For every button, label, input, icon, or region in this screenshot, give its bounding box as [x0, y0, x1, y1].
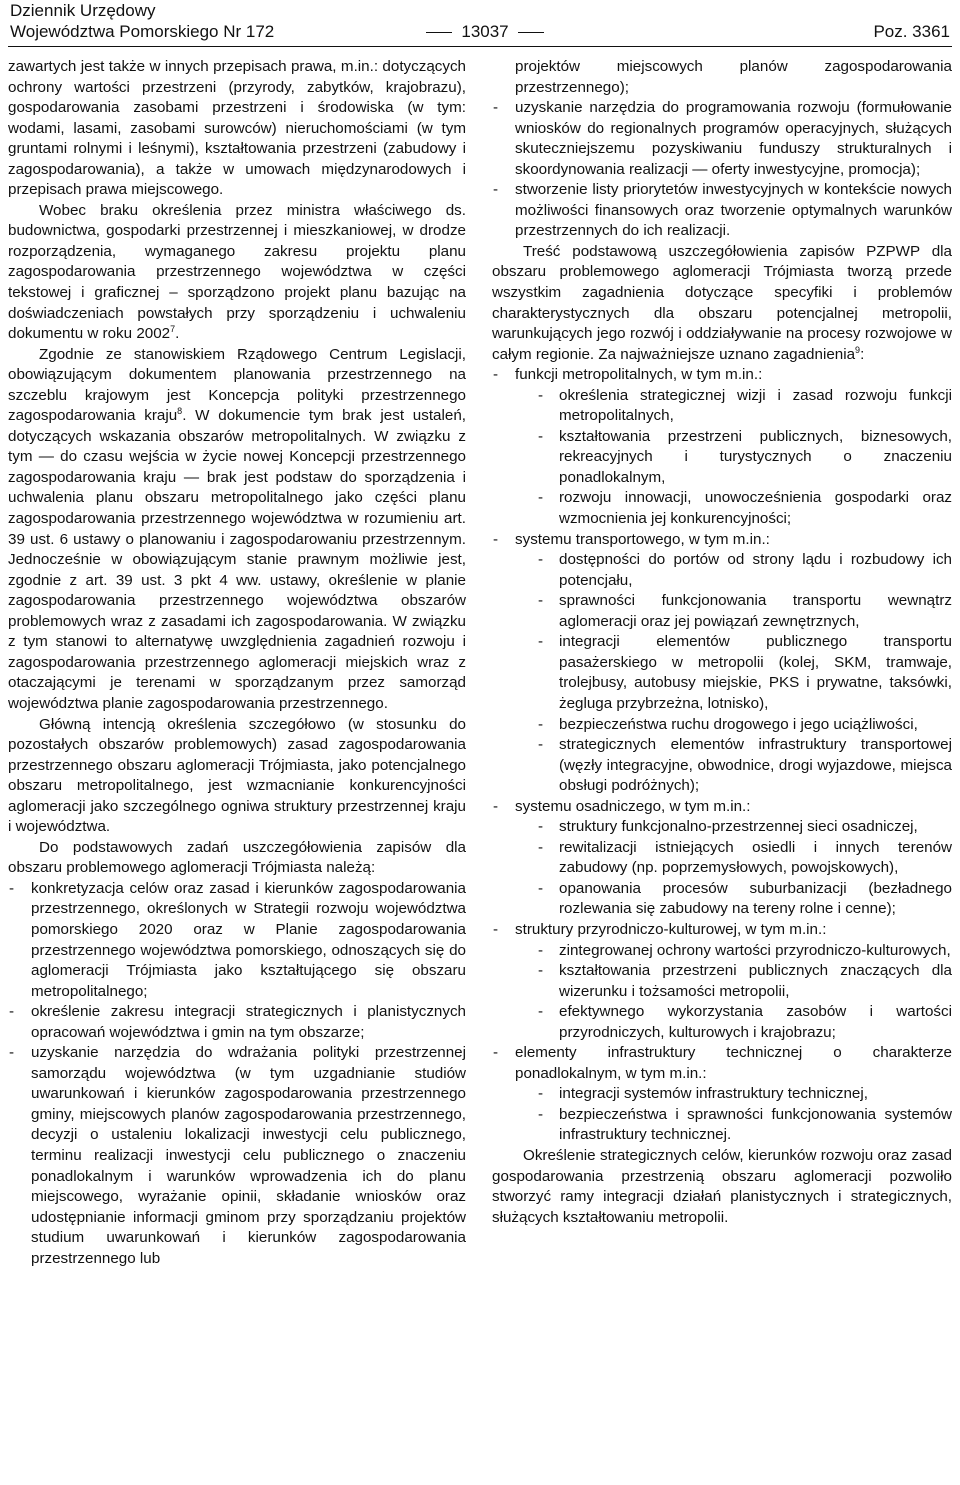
issue-item	[492, 920, 952, 1043]
list-item: - określenie zakresu integracji strategicznych i planistycznych opracowań województwa i gmin na tym obszarze;	[8, 1002, 466, 1043]
sub-item: - bezpieczeństwa i sprawności funkcjonowania systemów infrastruktury technicznej.	[515, 1105, 952, 1146]
sub-item: - kształtowania przestrzeni publicznych, biznesowych, rekreacyjnych i turystycznych o znaczeniu ponadlokalnym,	[515, 427, 952, 489]
issue-title: - struktury przyrodniczo-kulturowej, w tym m.in.:	[515, 920, 827, 938]
position-number: Poz. 3361	[873, 22, 950, 41]
sub-item: - integracji systemów infrastruktury technicznej,	[515, 1084, 952, 1105]
page-header	[0, 0, 960, 48]
list-item-continuation: projektów miejscowych planów zagospodarowania przestrzennego);	[515, 58, 952, 96]
journal-issue: Województwa Pomorskiego Nr 172	[10, 22, 275, 41]
sub-item: - struktury funkcjonalno-przestrzennej sieci osadniczej,	[515, 817, 952, 838]
sub-list	[515, 817, 952, 920]
sub-list	[515, 941, 952, 1044]
issues-list	[492, 365, 952, 1146]
paragraph-tasks-intro: Do podstawowych zadań uszczegółowienia zapisów dla obszaru problemowego aglomeracji Trójmiasta należą:	[8, 838, 466, 877]
sub-item: - kształtowania przestrzeni publicznych znaczących dla wizerunku i tożsamości metropolii,	[515, 961, 952, 1002]
paragraph-intention: Główną intencją określenia szczegółowo (w stosunku do pozostałych obszarów problemowych) zasad zagospodarowania przestrzennego obszaru aglomeracji Trójmiasta, jako potencjalnego obszaru metropolitalnego, jest wzmacnianie konkurencyjności aglomeracji jako szczególnego ogniwa struktury przestrzennej kraju i województwa.	[8, 715, 466, 836]
sub-item: - określenia strategicznej wizji i zasad rozwoju funkcji metropolitalnych,	[515, 386, 952, 427]
tasks-list	[8, 879, 466, 1269]
list-item: - uzyskanie narzędzia do programowania rozwoju (formułowanie wniosków do regionalnych programów operacyjnych, służących skuteczniejszemu pozyskiwaniu funduszy strukturalnych i skoordynowania realizacji — oferty inwestycyjne, promocja);	[492, 98, 952, 180]
sub-item: - rewitalizacji istniejących osiedli i innych terenów zabudowy (np. poprzemysłowych, powojskowych),	[515, 838, 952, 879]
paragraph-continuation: zawartych jest także w innych przepisach prawa, m.in.: dotyczących ochrony wartości przestrzeni (przyrody, zabytków, krajobrazu), gospodarowania zasobami przestrzeni i środowiska (w tym: wodami, lasami, zasobami surowców) nieruchomościami (w tym gruntami rolnymi i leśnymi), kształtowania przestrzeni (zabudowy i zagospodarowania), a także w umowach międzynarodowych i przepisach prawa miejscowego.	[8, 58, 466, 199]
page-number-value: 13037	[461, 22, 509, 41]
paragraph-rcl	[8, 345, 466, 715]
issue-title: - funkcji metropolitalnych, w tym m.in.:	[515, 366, 763, 384]
paragraph-text: Wobec braku określenia przez ministra właściwego ds. budownictwa, gospodarki przestrzennej i mieszkaniowej, w drodze rozporządzenia, wymaganego zakresu projektu planu zagospodarowania przestrzennego województwa w części tekstowej i graficznej – sporządzono projekt planu bazując na doświadczeniach powstałych przy sporządzeniu i uchwaleniu dokumentu w roku 2002	[8, 201, 466, 343]
issue-title: - systemu transportowego, w tym m.in.:	[515, 530, 770, 548]
left-column	[8, 57, 466, 1269]
right-column	[492, 57, 952, 1228]
issue-title: - systemu osadniczego, w tym m.in.:	[515, 797, 751, 815]
list-item: - uzyskanie narzędzia do wdrażania polityki przestrzennej samorządu województwa (w tym uzgadnianie studiów uwarunkowań i kierunków zagospodarowania przestrzennego gminy, miejscowych planów zagospodarowania przestrzennego, decyzji o ustaleniu lokalizacji inwestycji celu publicznego, terminu realizacji inwestycji celu publicznego o znaczeniu ponadlokalnym i warunków wprowadzenia ich do planu miejscowego, wyrażanie opinii, składanie wniosków oraz udostępnianie informacji gminom przy sporządzaniu projektów studium uwarunkowań i kierunków zagospodarowania przestrzennego lub	[8, 1043, 466, 1269]
issue-item	[492, 1043, 952, 1146]
paragraph-text: .	[175, 325, 180, 343]
paragraph-content	[492, 242, 952, 365]
paragraph-text: Treść podstawową uszczegółowienia zapisów PZPWP dla obszaru problemowego aglomeracji Trójmiasta tworzą przede wszystkim zagadnienia dotyczące specyfiki i problemów charakterystycznych dla obszaru potencjalnej metropolii, warunkujących jego rozwój i oddziaływanie na procesy rozwojowe w całym regionie. Za najważniejsze uznano zagadnienia	[492, 242, 952, 363]
footnote-ref: 7	[170, 324, 176, 335]
paragraph-final: Określenie strategicznych celów, kierunków rozwoju oraz zasad gospodarowania przestrzenią obszaru aglomeracji pozwoliło stworzyć ramy integracji działań planistycznych i strategicznych, służących kształtowaniu metropolii.	[492, 1146, 952, 1226]
list-item: - konkretyzacja celów oraz zasad i kierunków zagospodarowania przestrzennego, określonych w Strategii rozwoju województwa pomorskiego 2020 oraz w Planie zagospodarowania przestrzennego województwa pomorskiego, odnoszących się do aglomeracji Trójmiasta jako kształtującego się obszaru metropolitalnego;	[8, 879, 466, 1002]
tasks-list-continued	[492, 98, 952, 242]
sub-list	[515, 1084, 952, 1146]
footnote-ref: 8	[177, 406, 183, 417]
journal-title	[10, 0, 274, 42]
sub-item: - dostępności do portów od strony lądu i rozbudowy ich potencjału,	[515, 550, 952, 591]
issue-item	[492, 797, 952, 920]
paragraph-budownictwo	[8, 201, 466, 345]
footnote-ref: 9	[855, 344, 861, 355]
sub-list	[515, 550, 952, 797]
issue-item	[492, 365, 952, 529]
issue-title: - elementy infrastruktury technicznej o charakterze ponadlokalnym, w tym m.in.:	[515, 1044, 952, 1082]
paragraph-text: . W dokumencie tym brak jest ustaleń, dotyczących wskazania obszarów metropolitalnych. W związku z tym — do czasu wejścia w życie nowej Koncepcji przestrzennego zagospodarowania kraju — brak jest podstaw do sporządzenia i uchwalenia planu obszaru metropolitalnego jako części planu zagospodarowania przestrzennego województwa w rozumieniu art. 39 ust. 6 ustawy o planowaniu i zagospodarowaniu przestrzennym. Jednocześnie w obowiązującym stanie prawnym możliwie jest, zgodnie z art. 39 ust. 3 pkt 4 ww. ustawy, określenie w planie zagospodarowania przestrzennego województwa obszarów problemowych wraz z zasadami ich zagospodarowania. W związku z tym stanowi to alternatywę uwzględnienia zagadnień rozwoju i zagospodarowania przestrzennego aglomeracji miejskich wraz z otaczającymi je terenami w sporządzanym przez samorząd województwa planie zagospodarowania przestrzennego.	[8, 407, 466, 712]
paragraph-text: :	[860, 345, 865, 363]
journal-name: Dziennik Urzędowy	[10, 1, 156, 20]
page-number	[400, 21, 570, 42]
sub-item: - zintegrowanej ochrony wartości przyrodniczo-kulturowych,	[515, 941, 952, 962]
sub-list	[515, 386, 952, 530]
sub-item: - bezpieczeństwa ruchu drogowego i jego uciążliwości,	[515, 715, 952, 736]
sub-item: - efektywnego wykorzystania zasobów i wartości przyrodniczych, kulturowych i krajobrazu;	[515, 1002, 952, 1043]
sub-item: - rozwoju innowacji, unowocześnienia gospodarki oraz wzmocnienia jej konkurencyjności;	[515, 488, 952, 529]
sub-item: - integracji elementów publicznego transportu pasażerskiego w metropolii (kolej, SKM, tramwaje, trolejbusy, autobusy miejskie, PKS i prywatne, taksówki, żegluga przybrzeżna, lotnisko),	[515, 632, 952, 714]
list-item: - stworzenie listy priorytetów inwestycyjnych w kontekście nowych możliwości finansowych oraz tworzenie optymalnych warunków przestrzennych do ich realizacji.	[492, 180, 952, 242]
sub-item: - opanowania procesów suburbanizacji (bezładnego rozlewania się zabudowy na tereny rolne i cenne);	[515, 879, 952, 920]
issue-item	[492, 530, 952, 797]
sub-item: - strategicznych elementów infrastruktury transportowej (węzły integracyjne, obwodnice, drogi wyjazdowe, miejsca obsługi podróżnych);	[515, 735, 952, 797]
paragraph-text: Zgodnie ze stanowiskiem Rządowego Centrum Legislacji, obowiązującym dokumentem planowania przestrzennego na szczeblu krajowym jest Koncepcja polityki przestrzennego zagospodarowania kraju	[8, 345, 466, 425]
sub-item: - sprawności funkcjonowania transportu wewnątrz aglomeracji oraz jej powiązań zewnętrznych,	[515, 591, 952, 632]
header-rule	[8, 46, 952, 47]
